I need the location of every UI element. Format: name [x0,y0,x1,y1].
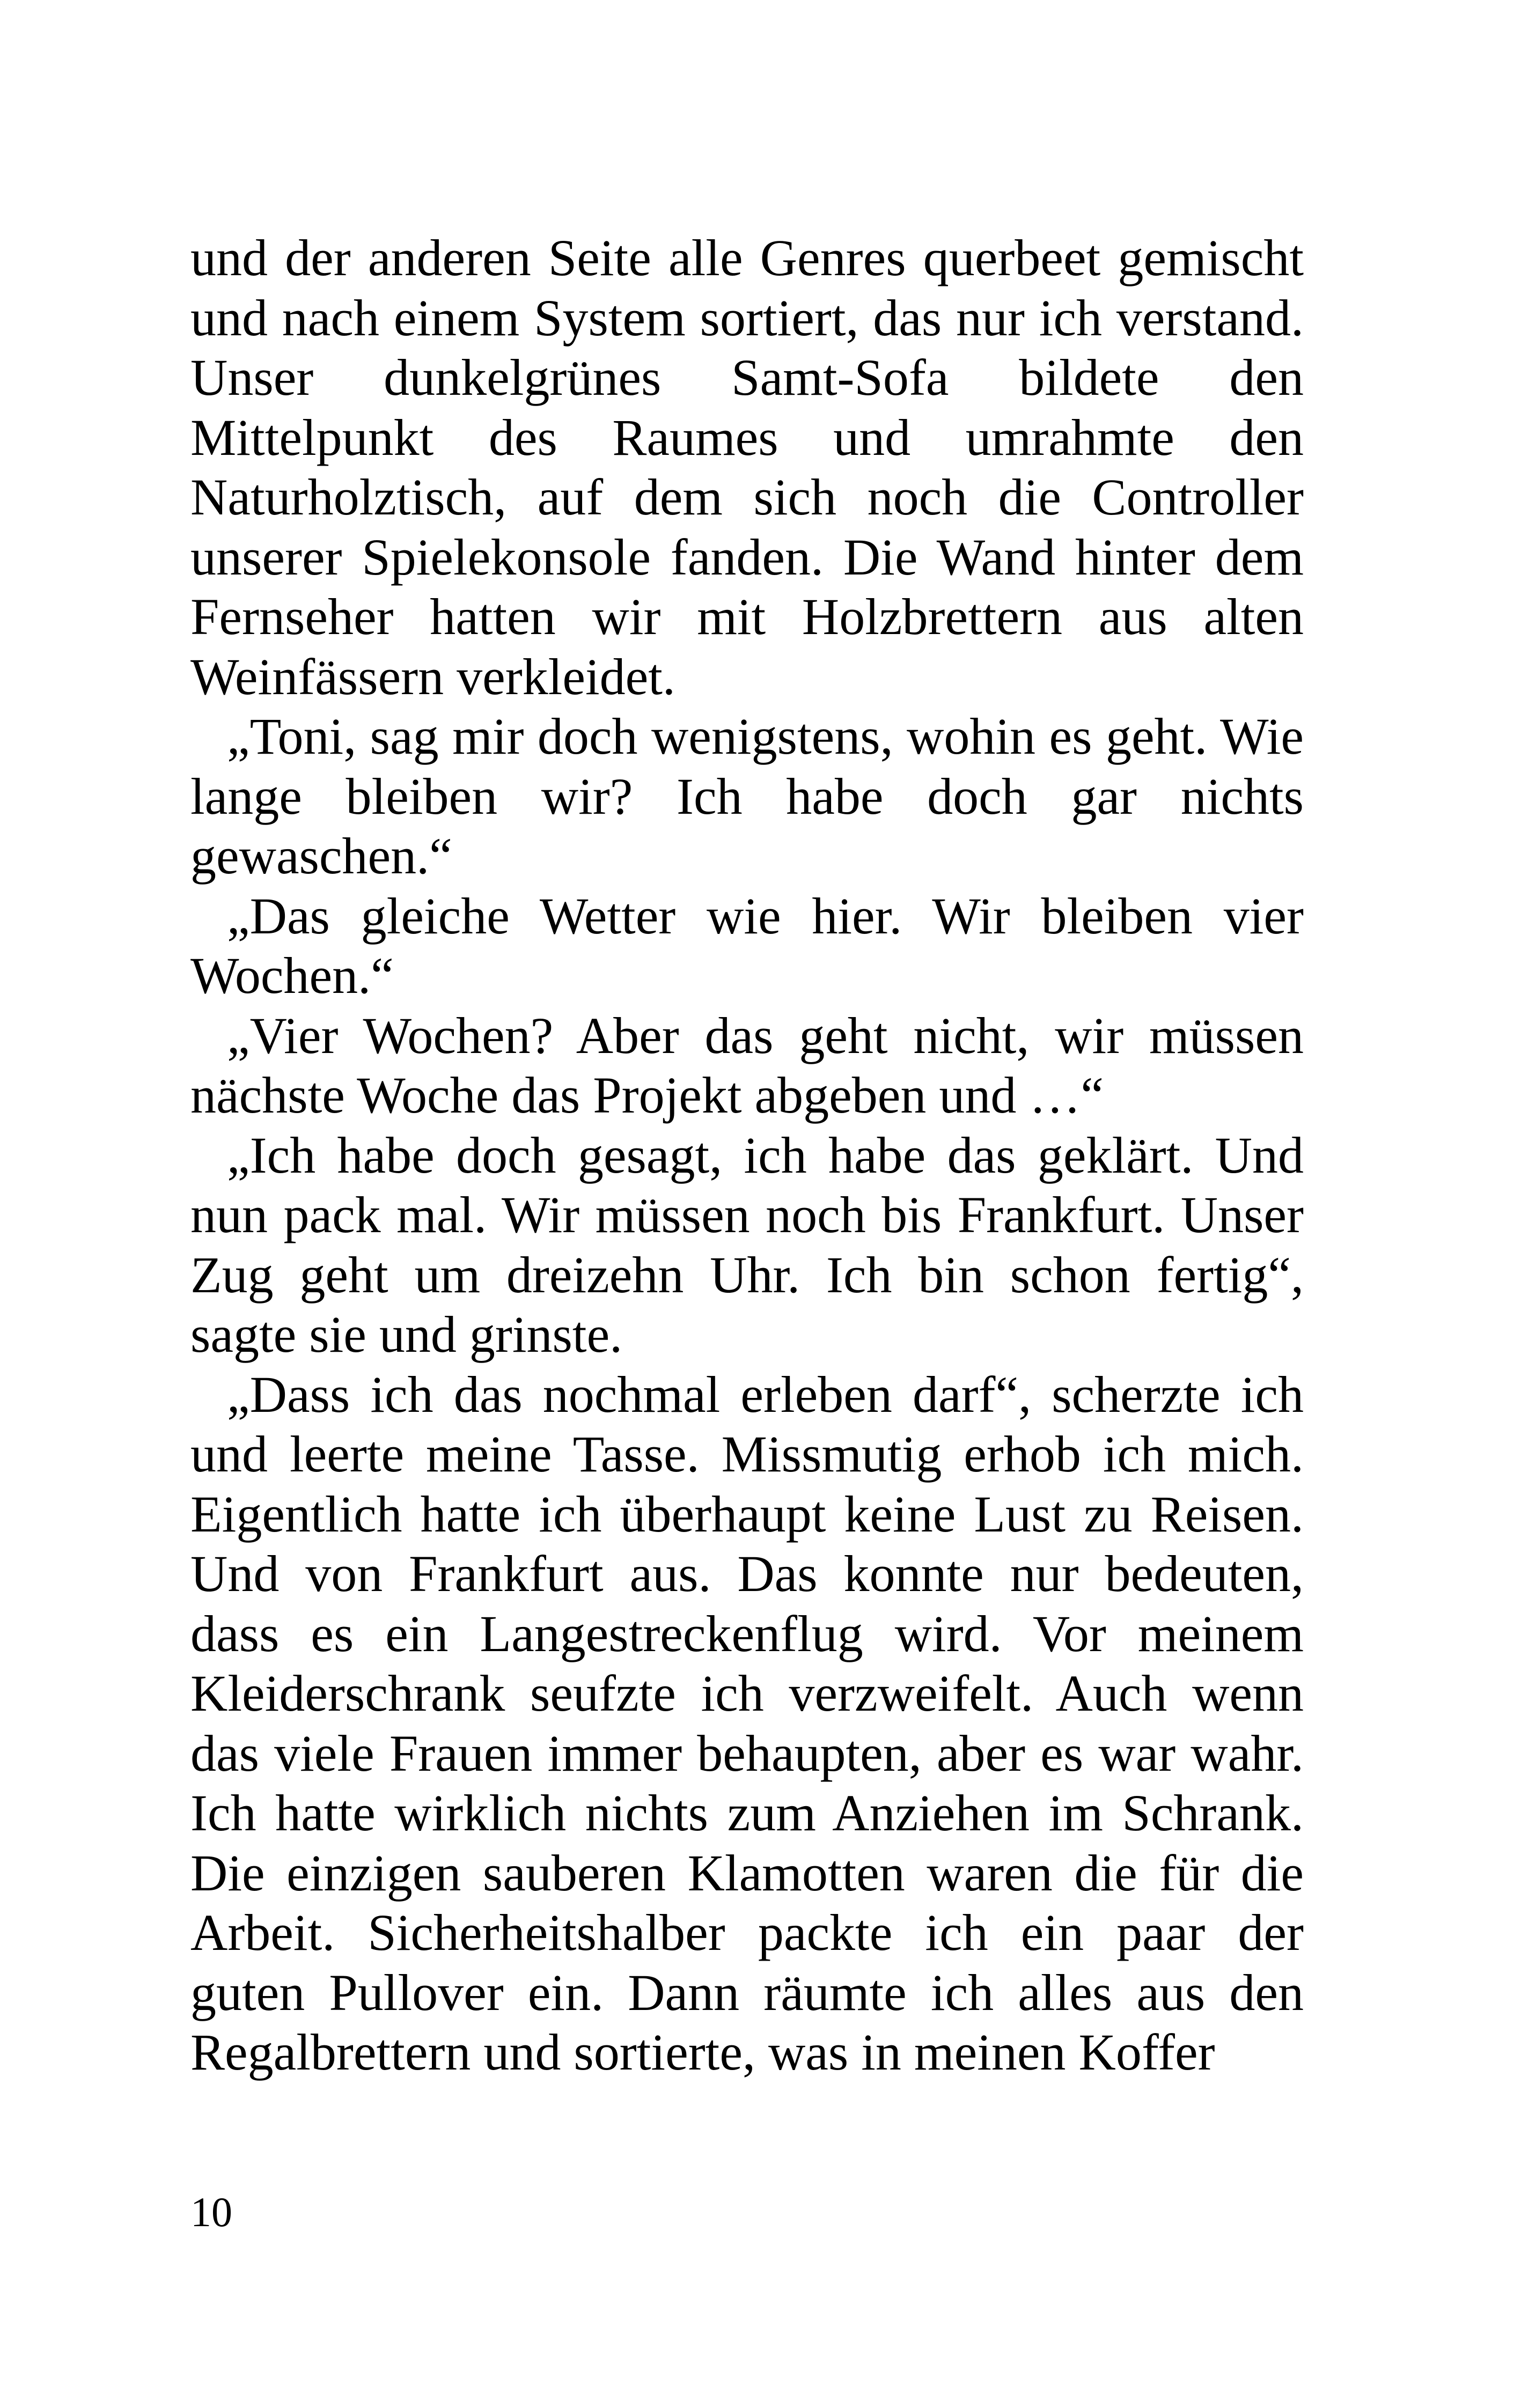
paragraph: und der anderen Seite alle Genres querbeet gemischt und nach einem System sortiert, das nur ich verstand. Unser dunkelgrünes Samt-Sofa bildete den Mittelpunkt des Raumes und umrahmte den Naturholztisch, auf dem sich noch die Controller unserer Spielekonsole fanden. Die Wand hinter dem Fernseher hatten wir mit Holzbrettern aus alten Weinfässern verkleidet. [190,229,1304,705]
body-text [190,228,1304,2082]
page-number: 10 [190,2189,232,2235]
paragraph: „Vier Wochen? Aber das geht nicht, wir müssen nächste Woche das Projekt abgeben und …“ [190,1006,1304,1124]
paragraph: „Das gleiche Wetter wie hier. Wir bleiben vier Wochen.“ [190,887,1304,1004]
paragraph: „Ich habe doch gesagt, ich habe das geklärt. Und nun pack mal. Wir müssen noch bis Frankfurt. Unser Zug geht um dreizehn Uhr. Ich bin schon fertig“, sagte sie und grinste. [190,1126,1304,1363]
paragraph: „Toni, sag mir doch wenigstens, wohin es geht. Wie lange bleiben wir? Ich habe doch gar nichts gewaschen.“ [190,708,1304,885]
paragraph: „Dass ich das nochmal erleben darf“, scherzte ich und leerte meine Tasse. Missmutig erhob ich mich. Eigentlich hatte ich überhaupt keine Lust zu Reisen. Und von Frankfurt aus. Das konnte nur bedeuten, dass es ein Langestreckenflug wird. Vor meinem Kleiderschrank seufzte ich verzweifelt. Auch wenn das viele Frauen immer behaupten, aber es war wahr. Ich hatte wirklich nichts zum Anziehen im Schrank. Die einzigen sauberen Klamotten waren die für die Arbeit. Sicherheitshalber packte ich ein paar der guten Pullover ein. Dann räumte ich alles aus den Regalbrettern und sortierte, was in meinen Koffer [190,1365,1304,2081]
